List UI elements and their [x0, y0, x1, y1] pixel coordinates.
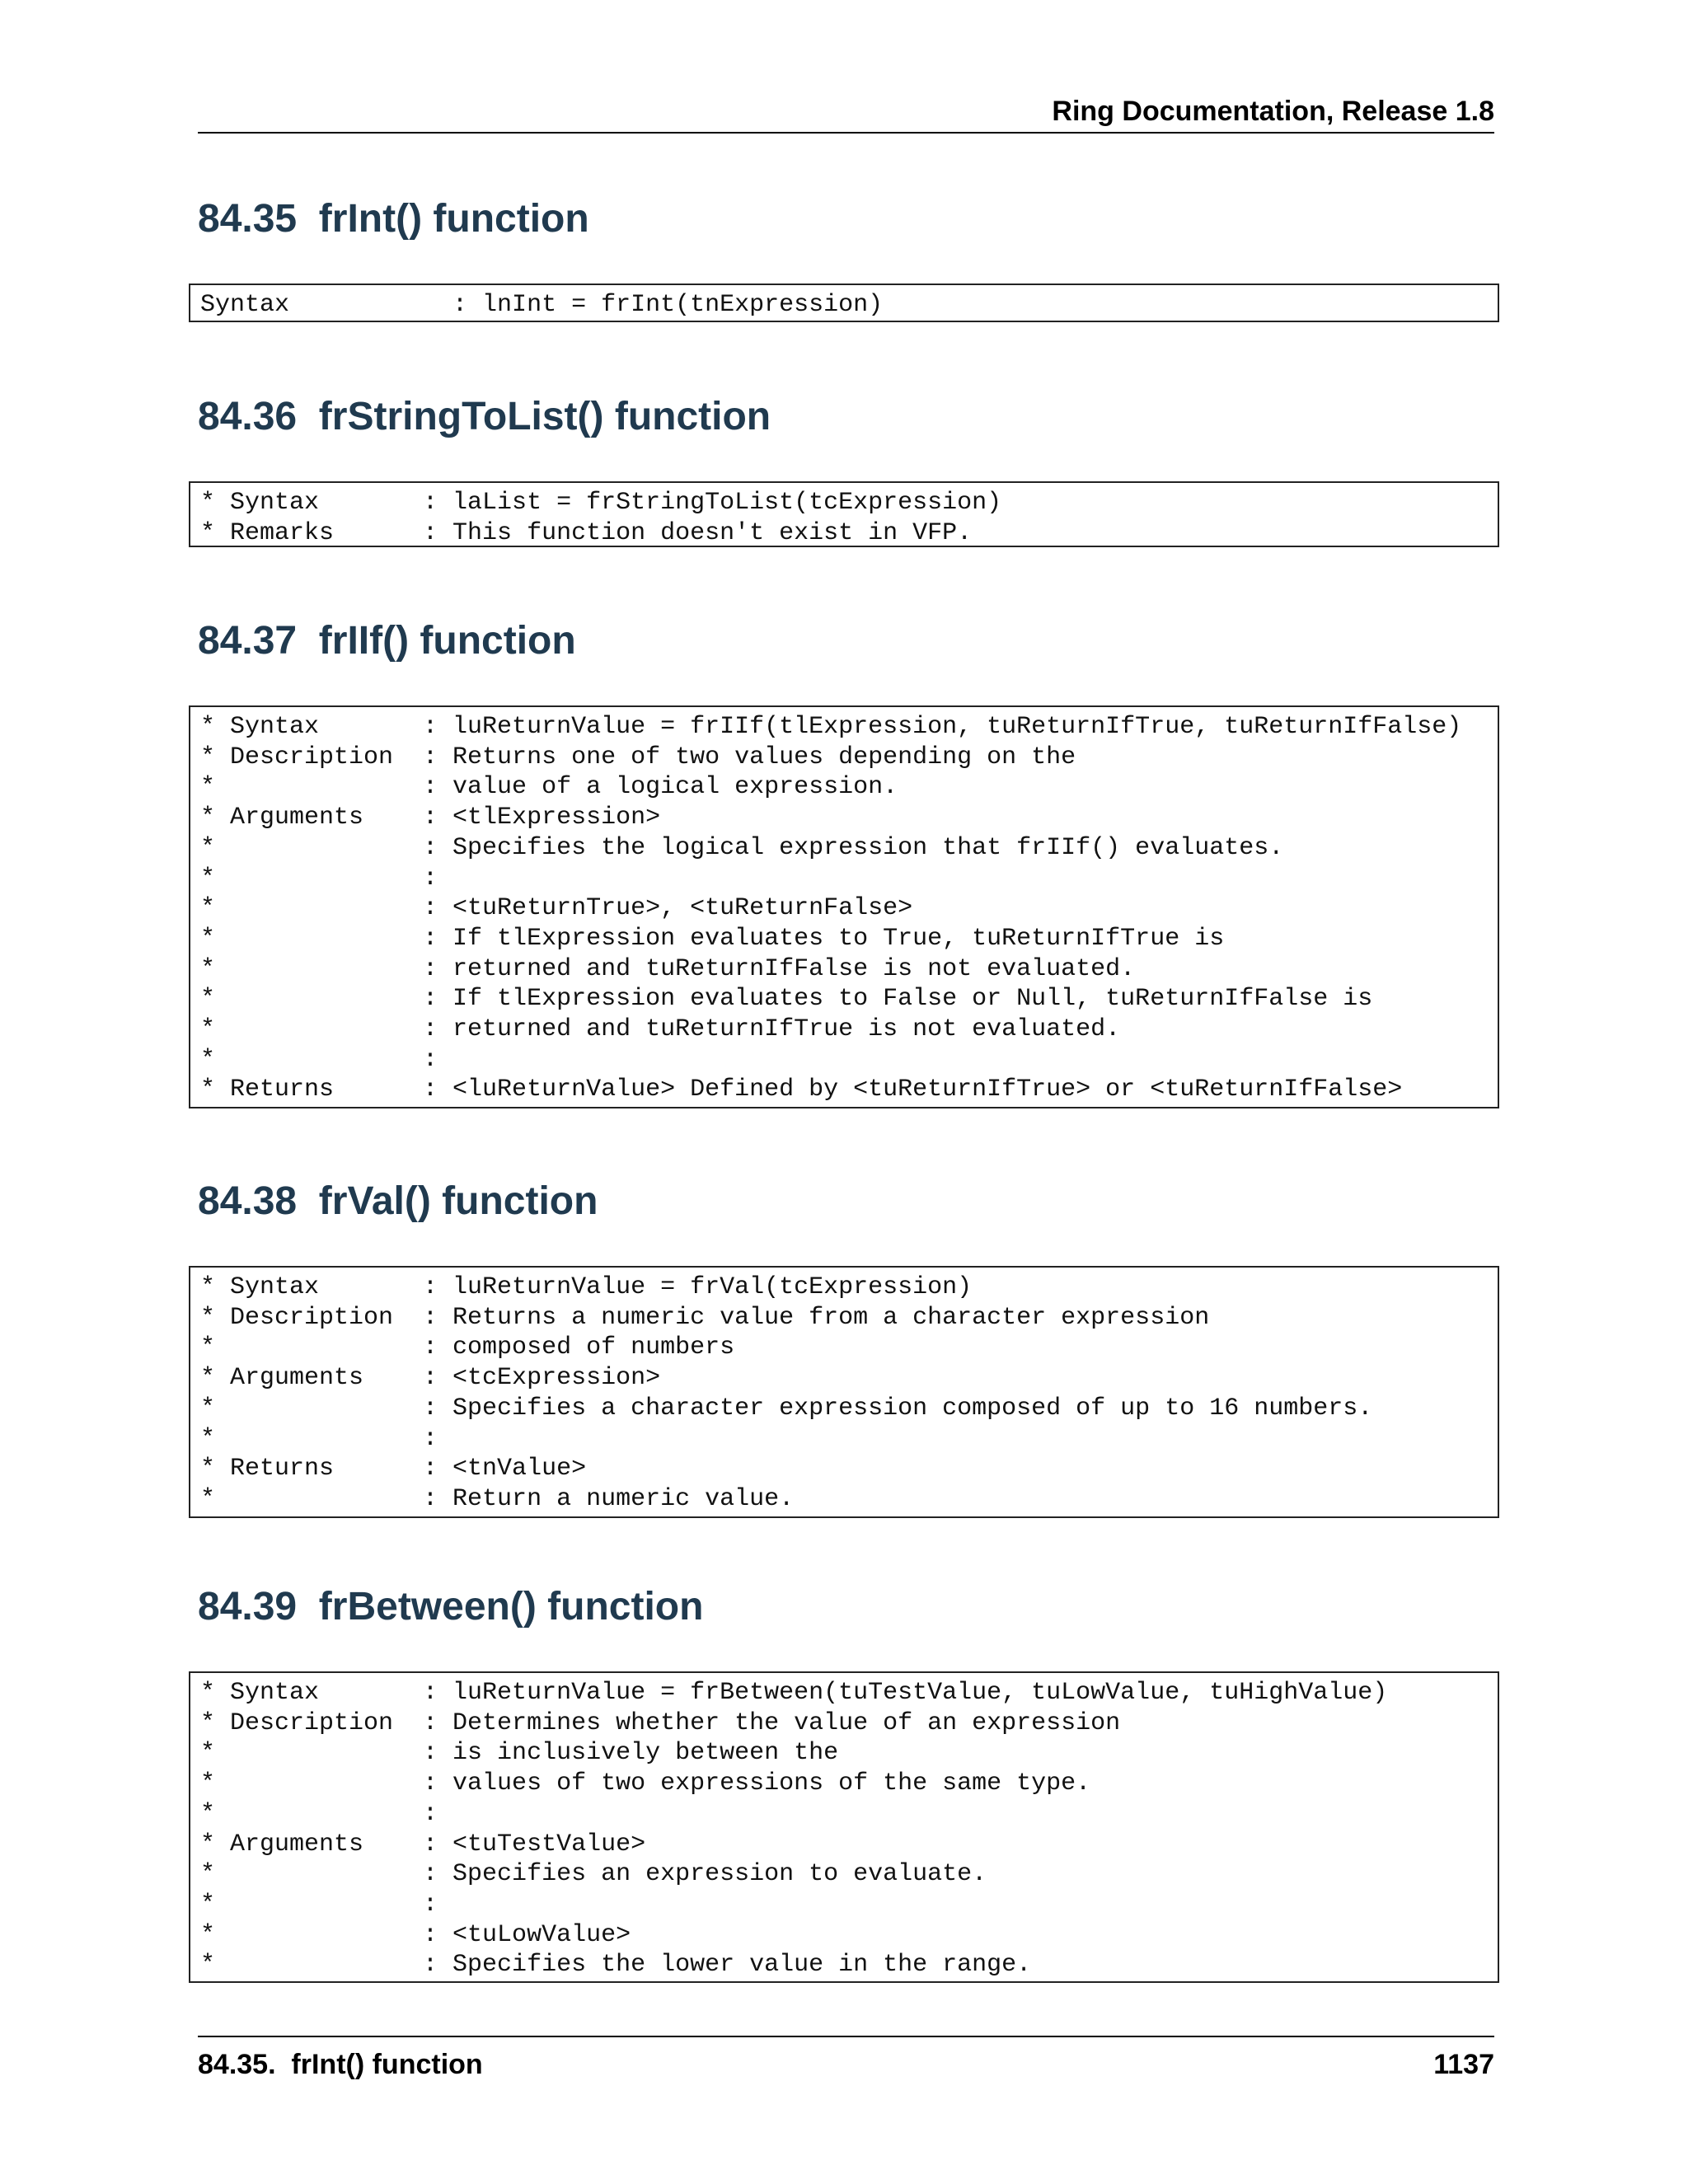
code-line: * : returned and tuReturnIfFalse is not evaluated.: [200, 954, 1136, 983]
code-line: * :: [200, 1045, 438, 1074]
page-footer: [198, 2036, 1494, 2080]
code-block-frstringtolist: [189, 481, 1499, 547]
code-line: * :: [200, 1799, 438, 1828]
code-line: * Arguments : <tlExpression>: [200, 804, 661, 832]
page-header: [198, 92, 1494, 134]
code-line: * : Specifies an expression to evaluate.: [200, 1860, 987, 1889]
code-line: * Syntax : luReturnValue = frIIf(tlExpression, tuReturnIfTrue, tuReturnIfFalse): [200, 713, 1462, 741]
code-line: * : is inclusively between the: [200, 1739, 839, 1768]
footer-section-label: 84.35. frInt() function: [198, 2049, 483, 2080]
code-line: * Remarks : This function doesn't exist in VFP.: [200, 518, 973, 547]
code-line: * Syntax : laList = frStringToList(tcExpression): [200, 489, 1002, 517]
page-number: 1137: [1433, 2049, 1494, 2080]
code-line: * : <tuLowValue>: [200, 1920, 631, 1949]
section-title-friif: 84.37 frIIf() function: [198, 619, 576, 663]
code-line: * Syntax : luReturnValue = frBetween(tuTestValue, tuLowValue, tuHighValue): [200, 1679, 1388, 1707]
code-line: * : value of a logical expression.: [200, 773, 898, 802]
code-line: * :: [200, 1424, 438, 1453]
code-line: * Syntax : luReturnValue = frVal(tcExpression): [200, 1273, 973, 1301]
code-line: * : If tlExpression evaluates to False or Null, tuReturnIfFalse is: [200, 985, 1373, 1014]
code-line: * Returns : <tnValue>: [200, 1455, 587, 1483]
code-line: * : Specifies the lower value in the range.: [200, 1951, 1032, 1980]
code-line: * Returns : <luReturnValue> Defined by <tuReturnIfTrue> or <tuReturnIfFalse>: [200, 1076, 1403, 1104]
code-line: * Arguments : <tuTestValue>: [200, 1830, 646, 1858]
code-line: * Description : Returns a numeric value from a character expression: [200, 1303, 1210, 1332]
code-line: * :: [200, 864, 438, 893]
code-line: * Description : Determines whether the value of an expression: [200, 1708, 1121, 1737]
code-line: * : Specifies the logical expression that frIIf() evaluates.: [200, 833, 1284, 862]
code-line: * : Specifies a character expression composed of up to 16 numbers.: [200, 1394, 1373, 1422]
code-line: * : <tuReturnTrue>, <tuReturnFalse>: [200, 894, 913, 923]
code-block-frval: [189, 1266, 1499, 1518]
document-title: Ring Documentation, Release 1.8: [1052, 96, 1494, 127]
code-line: * : returned and tuReturnIfTrue is not evaluated.: [200, 1015, 1121, 1044]
code-line: * : composed of numbers: [200, 1333, 735, 1362]
code-line: * : values of two expressions of the same type.: [200, 1769, 1091, 1798]
code-block-friif: [189, 705, 1499, 1108]
section-title-frstringtolist: 84.36 frStringToList() function: [198, 395, 771, 438]
section-title-frint: 84.35 frInt() function: [198, 197, 589, 241]
code-block-frint: [189, 284, 1499, 322]
code-line: * Arguments : <tcExpression>: [200, 1364, 661, 1393]
code-line: Syntax : lnInt = frInt(tnExpression): [200, 291, 884, 319]
code-line: * :: [200, 1890, 438, 1919]
code-line: * : Return a numeric value.: [200, 1484, 795, 1513]
code-line: * Description : Returns one of two values depending on the: [200, 743, 1076, 771]
code-line: * : If tlExpression evaluates to True, tuReturnIfTrue is: [200, 924, 1225, 953]
section-title-frval: 84.38 frVal() function: [198, 1179, 598, 1223]
section-title-frbetween: 84.39 frBetween() function: [198, 1585, 704, 1629]
code-block-frbetween: [189, 1671, 1499, 1983]
